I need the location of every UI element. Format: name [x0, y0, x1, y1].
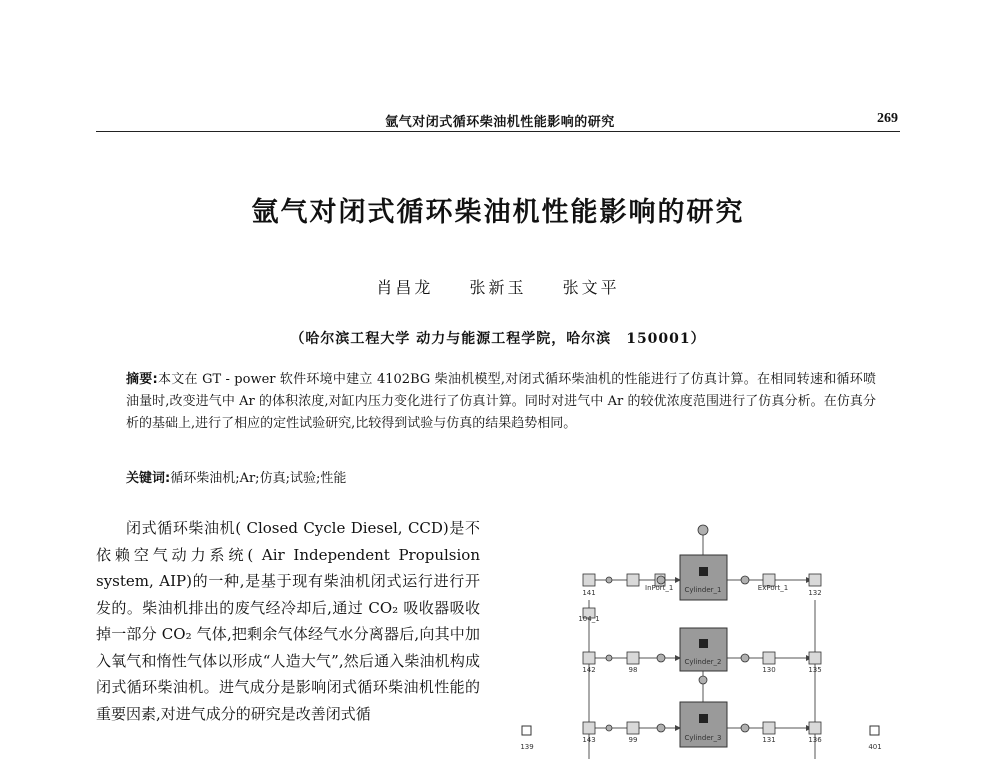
gt-power-model-diagram [515, 520, 900, 759]
label-401: 401 [868, 743, 882, 751]
node-135-block [809, 652, 821, 664]
cylinder-1-label: Cylinder_1 [684, 586, 722, 594]
label-135: 135 [808, 666, 822, 674]
abstract-text: 本文在 GT - power 软件环境中建立 4102BG 柴油机模型,对闭式循环柴油机的性能进行了仿真计算。在相同转速和循环喷油量时,改变进气中 Ar 的体积浓度,对缸内压力变化进行了仿真计算。同时对进气中 Ar 的较优浓度范围进行了仿真分析。在仿真分析的基础上,进行了相应的定性试验研究,比较得到试验与仿真的结果趋势相同。 [126, 372, 876, 431]
author-1: 肖昌龙 [376, 278, 434, 297]
node-130-block [763, 652, 775, 664]
row2-node-a [657, 654, 665, 662]
author-3: 张文平 [562, 278, 620, 297]
header-rule [96, 131, 900, 132]
cylinder-2-label: Cylinder_2 [684, 658, 722, 666]
abstract [126, 369, 876, 435]
injector-2-node [699, 676, 707, 684]
cylinder-2-block [680, 628, 727, 671]
boundary-401-icon [870, 726, 879, 735]
node-99-block [627, 722, 639, 734]
node-143-block [583, 722, 595, 734]
cylinder-3-label: Cylinder_3 [684, 734, 722, 742]
label-132: 132 [808, 589, 822, 597]
label-104-1: 104_1 [578, 615, 600, 623]
row1-node-a [657, 576, 665, 584]
abstract-label: 摘要: [126, 372, 158, 387]
node-136-block [809, 722, 821, 734]
label-98: 98 [628, 666, 638, 674]
label-inport: InPort_1 [645, 584, 674, 592]
body-paragraph: 闭式循环柴油机( Closed Cycle Diesel, CCD)是不依赖空气动力系统( Air Independent Propulsion system, AIP)的一种,是基于现有柴油机闭式运行进行开发的。柴油机排出的废气经冷却后,通过 CO₂ 吸收器吸收掉一部分 CO₂ 气体,把剩余气体经气水分离器后,向其中加入氧气和惰性气体以形成“人造大气”,然后通入柴油机构成闭式循环柴油机。进气成分是影响闭式循环柴油机性能的重要因素,对进气成分的研究是改善闭式循 [96, 519, 480, 723]
cylinder-3-block [680, 702, 727, 747]
row3-node-c [606, 725, 612, 731]
cylinder-1-block [680, 555, 727, 600]
keywords-label: 关键词: [126, 471, 171, 486]
row2-node-c [606, 655, 612, 661]
article-title: 氩气对闭式循环柴油机性能影响的研究 [251, 197, 745, 228]
affiliation: （哈尔滨工程大学 动力与能源工程学院，哈尔滨 150001） [290, 331, 706, 347]
label-143: 143 [582, 736, 596, 744]
label-136: 136 [808, 736, 822, 744]
label-131: 131 [762, 736, 776, 744]
row3-node-a [657, 724, 665, 732]
keywords-text: 循环柴油机;Ar;仿真;试验;性能 [170, 471, 347, 486]
page-number: 269 [877, 111, 898, 126]
row1-node-b [741, 576, 749, 584]
boundary-139-icon [522, 726, 531, 735]
inport-block [627, 574, 639, 586]
body-text-column [96, 515, 480, 727]
label-142: 142 [582, 666, 596, 674]
running-title: 氩气对闭式循环柴油机性能影响的研究 [385, 115, 615, 130]
node-141-block [583, 574, 595, 586]
label-139: 139 [520, 743, 534, 751]
label-export: ExPort_1 [757, 584, 789, 592]
node-142-block [583, 652, 595, 664]
node-132-block [809, 574, 821, 586]
row3-node-b [741, 724, 749, 732]
node-131-block [763, 722, 775, 734]
injector-1-node [698, 525, 708, 535]
author-2: 张新玉 [469, 278, 527, 297]
label-130: 130 [762, 666, 776, 674]
node-98-block [627, 652, 639, 664]
keywords [126, 467, 876, 486]
author-list [96, 275, 900, 298]
row1-node-c [606, 577, 612, 583]
row2-node-b [741, 654, 749, 662]
label-141: 141 [582, 589, 596, 597]
label-99: 99 [628, 736, 638, 744]
